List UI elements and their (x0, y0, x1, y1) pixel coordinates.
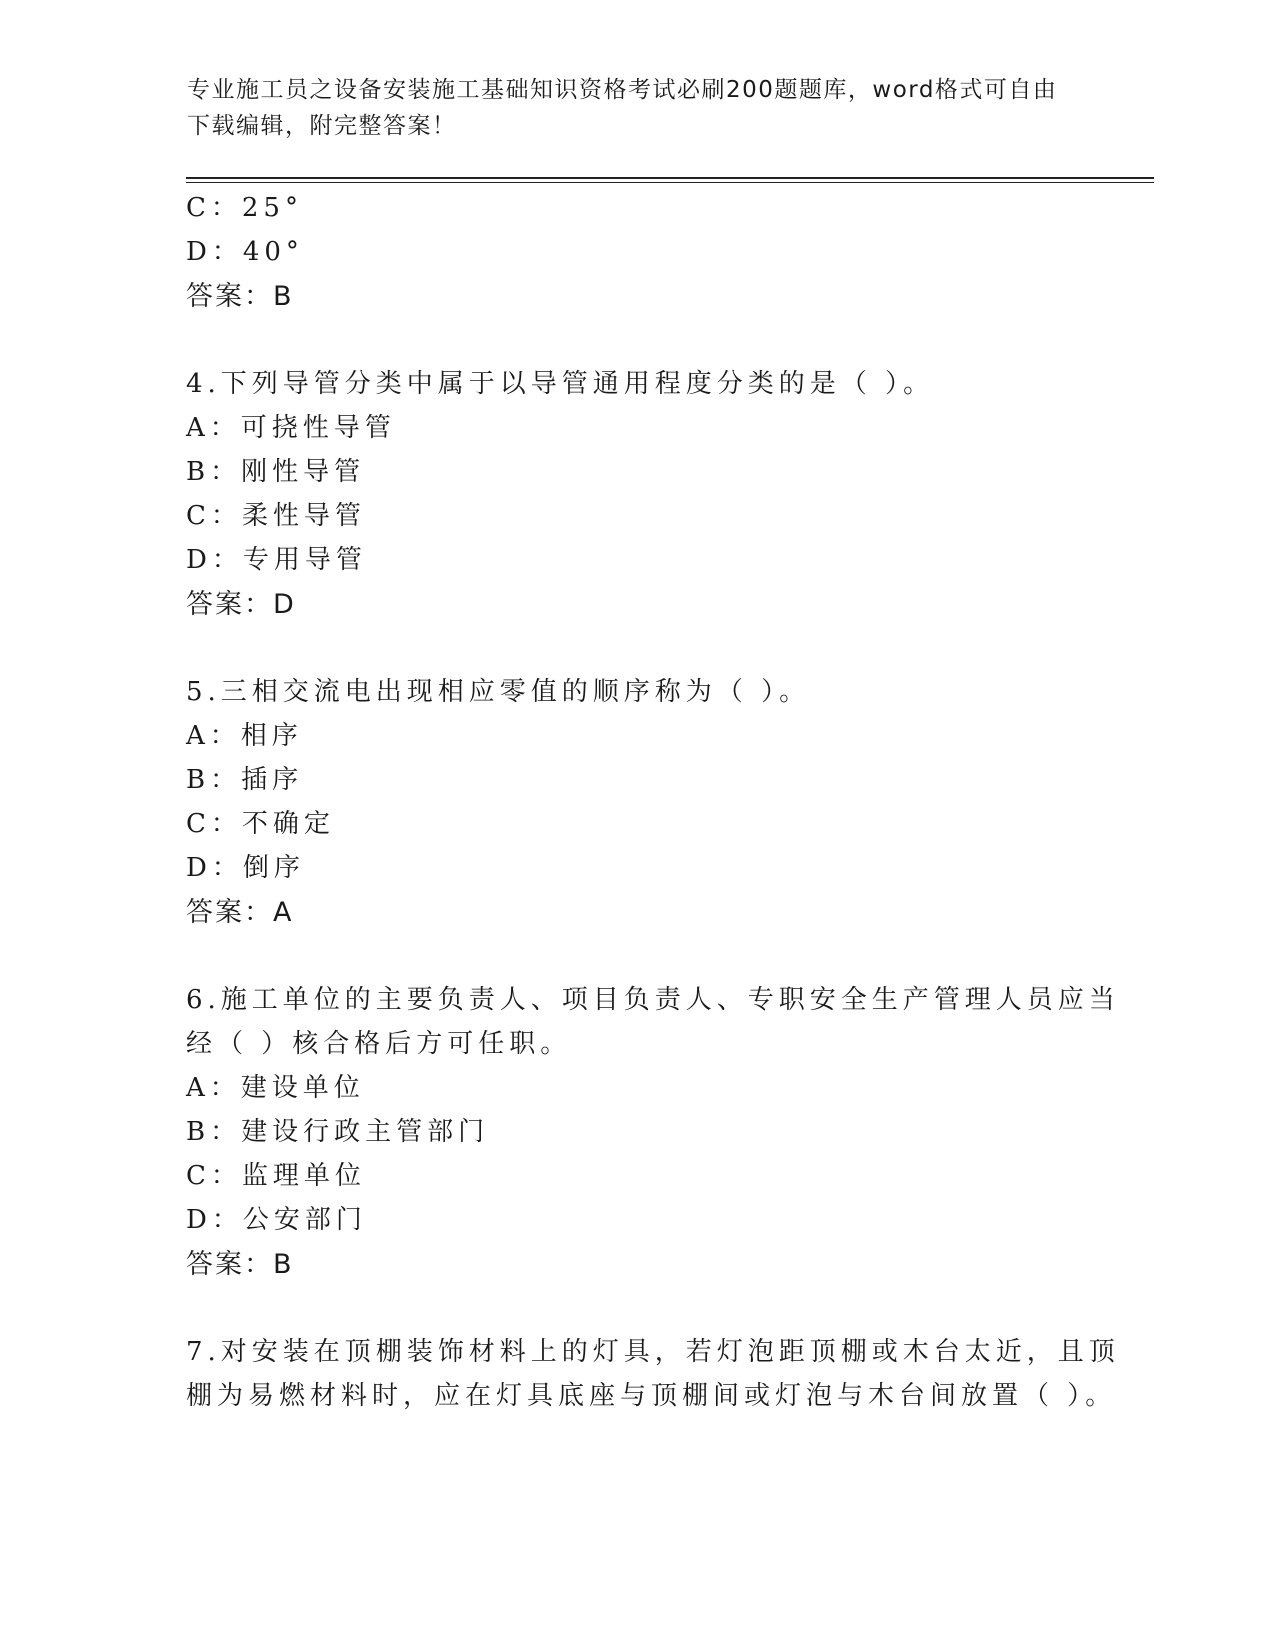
q4-answer: 答案：D (186, 589, 296, 620)
q5-answer: 答案：A (186, 897, 294, 928)
q3-answer: 答案：B (186, 281, 294, 312)
q5-option-c: C：不确定 (186, 809, 335, 839)
q5-option-d: D：倒序 (186, 853, 305, 883)
header-line-1: 专业施工员之设备安装施工基础知识资格考试必刷200题题库，word格式可自由 (187, 77, 1058, 103)
q6-option-c: C：监理单位 (186, 1161, 366, 1191)
q6-stem-line-2: 经（ ）核合格后方可任职。 (186, 1029, 572, 1059)
q7-stem-line-2: 棚为易燃材料时，应在灯具底座与顶棚间或灯泡与木台间放置（ ）。 (186, 1381, 1117, 1411)
q6-stem-line-1: 6.施工单位的主要负责人、项目负责人、专职安全生产管理人员应当 (186, 985, 1120, 1015)
q7-stem-line-1: 7.对安装在顶棚装饰材料上的灯具，若灯泡距顶棚或木台太近，且顶 (186, 1337, 1120, 1367)
q6-option-a: A：建设单位 (186, 1073, 365, 1103)
q4-stem: 4.下列导管分类中属于以导管通用程度分类的是（ ）。 (186, 369, 935, 399)
header-divider-thick (186, 177, 1154, 179)
q3-option-c: C：25° (186, 193, 303, 223)
q4-option-a: A：可挠性导管 (186, 413, 396, 443)
q4-option-c: C：柔性导管 (186, 501, 366, 531)
q6-option-b: B：建设行政主管部门 (186, 1117, 490, 1147)
q3-option-d: D：40° (186, 237, 304, 267)
q5-option-a: A：相序 (186, 721, 303, 751)
q4-option-b: B：刚性导管 (186, 457, 366, 487)
header-line-2: 下载编辑，附完整答案！ (187, 113, 457, 139)
q5-option-b: B：插序 (186, 765, 304, 795)
q6-answer: 答案：B (186, 1249, 294, 1280)
document-header (187, 72, 1087, 144)
q6-option-d: D：公安部门 (186, 1205, 367, 1235)
q5-stem: 5.三相交流电出现相应零值的顺序称为（ ）。 (186, 677, 811, 707)
header-divider-thin (186, 182, 1154, 183)
q4-option-d: D：专用导管 (186, 545, 367, 575)
